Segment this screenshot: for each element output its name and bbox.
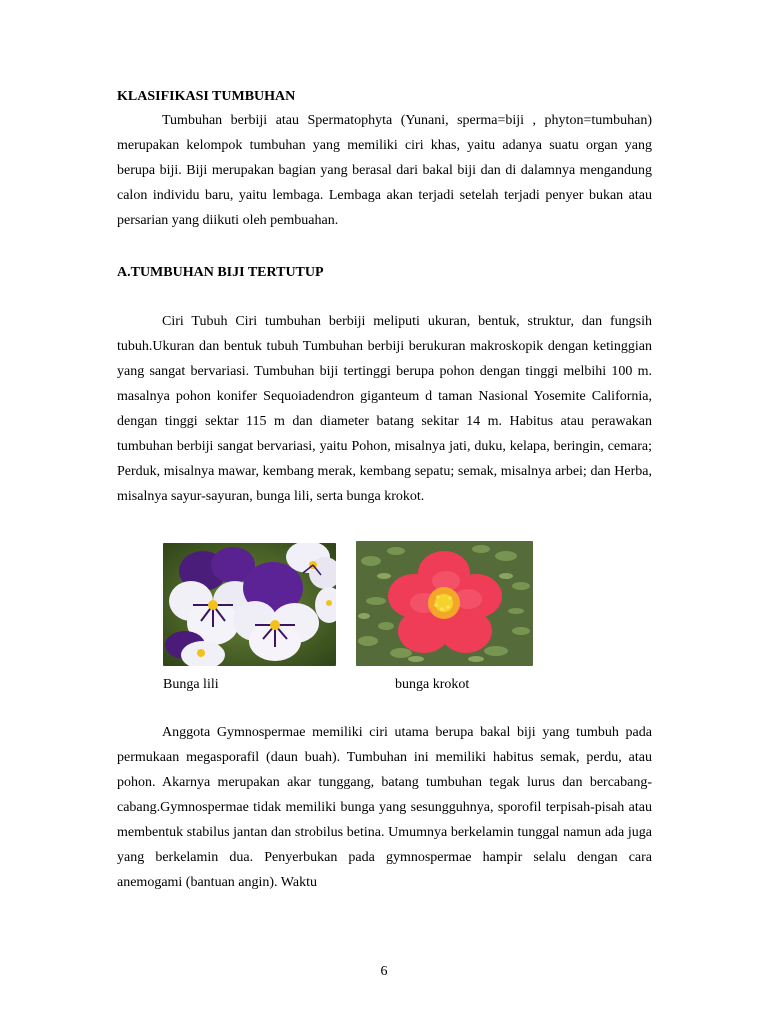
figure-caption-krokot: bunga krokot bbox=[395, 677, 470, 692]
pansy-photo bbox=[163, 543, 336, 666]
intro-paragraph: Tumbuhan berbiji atau Spermatophyta (Yunani, sperma=biji , phyton=tumbuhan) merupakan kelompok tumbuhan yang memiliki ciri khas, yaitu adanya suatu organ yang berupa biji. Biji merupakan bagian yang berasal dari bakal biji dan di dalamnya mengandung calon individu baru, yaitu lembaga. Lembaga akan terjadi setelah terjadi penyer bukan atau persarian yang diikuti oleh pembuahan. bbox=[117, 113, 652, 228]
page-number: 6 bbox=[380, 964, 388, 979]
gymnospermae-paragraph: Anggota Gymnospermae memiliki ciri utama berupa bakal biji yang tumbuh pada permukaan megasporafil (daun buah). Tumbuhan ini memiliki habitus semak, perdu, atau pohon. Akarnya merupakan akar tunggang, batang tumbuhan tegak lurus dan bercabang-cabang.Gymnospermae tidak memiliki bunga yang sesungguhnya, sporofil terpisah-pisah atau membentuk stabilus jantan dan strobilus betina. Umumnya berkelamin tunggal namun ada juga yang berkelamin dua. Penyerbukan pada gymnospermae hampir selalu dengan cara anemogami (bantuan angin). Waktu bbox=[117, 725, 652, 890]
portulaca-photo bbox=[356, 541, 533, 666]
figure-caption-lili: Bunga lili bbox=[163, 677, 219, 692]
section-a-heading: A.TUMBUHAN BIJI TERTUTUP bbox=[117, 265, 324, 280]
section-a-paragraph: Ciri Tubuh Ciri tumbuhan berbiji meliputi ukuran, bentuk, struktur, dan fungsih tubuh.Ukuran dan bentuk tubuh Tumbuhan berbiji berukuran makroskopik dengan ketinggian yang sangat bervariasi. Tumbuhan biji tertinggi berupa pohon dengan tinggi melbihi 100 m. masalnya pohon konifer Sequoiadendron giganteum d taman Nasional Yosemite California, dengan tinggi sektar 115 m dan diameter batang sekitar 14 m. Habitus atau perawakan tumbuhan berbiji sangat bervariasi, yaitu Pohon, misalnya jati, duku, kelapa, beringin, cemara; Perduk, misalnya mawar, kembang merak, kembang sepatu; semak, misalnya arbei; dan Herba, misalnya sayur-sayuran, bunga lili, serta bunga krokot. bbox=[117, 314, 652, 504]
document-title: KLASIFIKASI TUMBUHAN bbox=[117, 89, 296, 104]
